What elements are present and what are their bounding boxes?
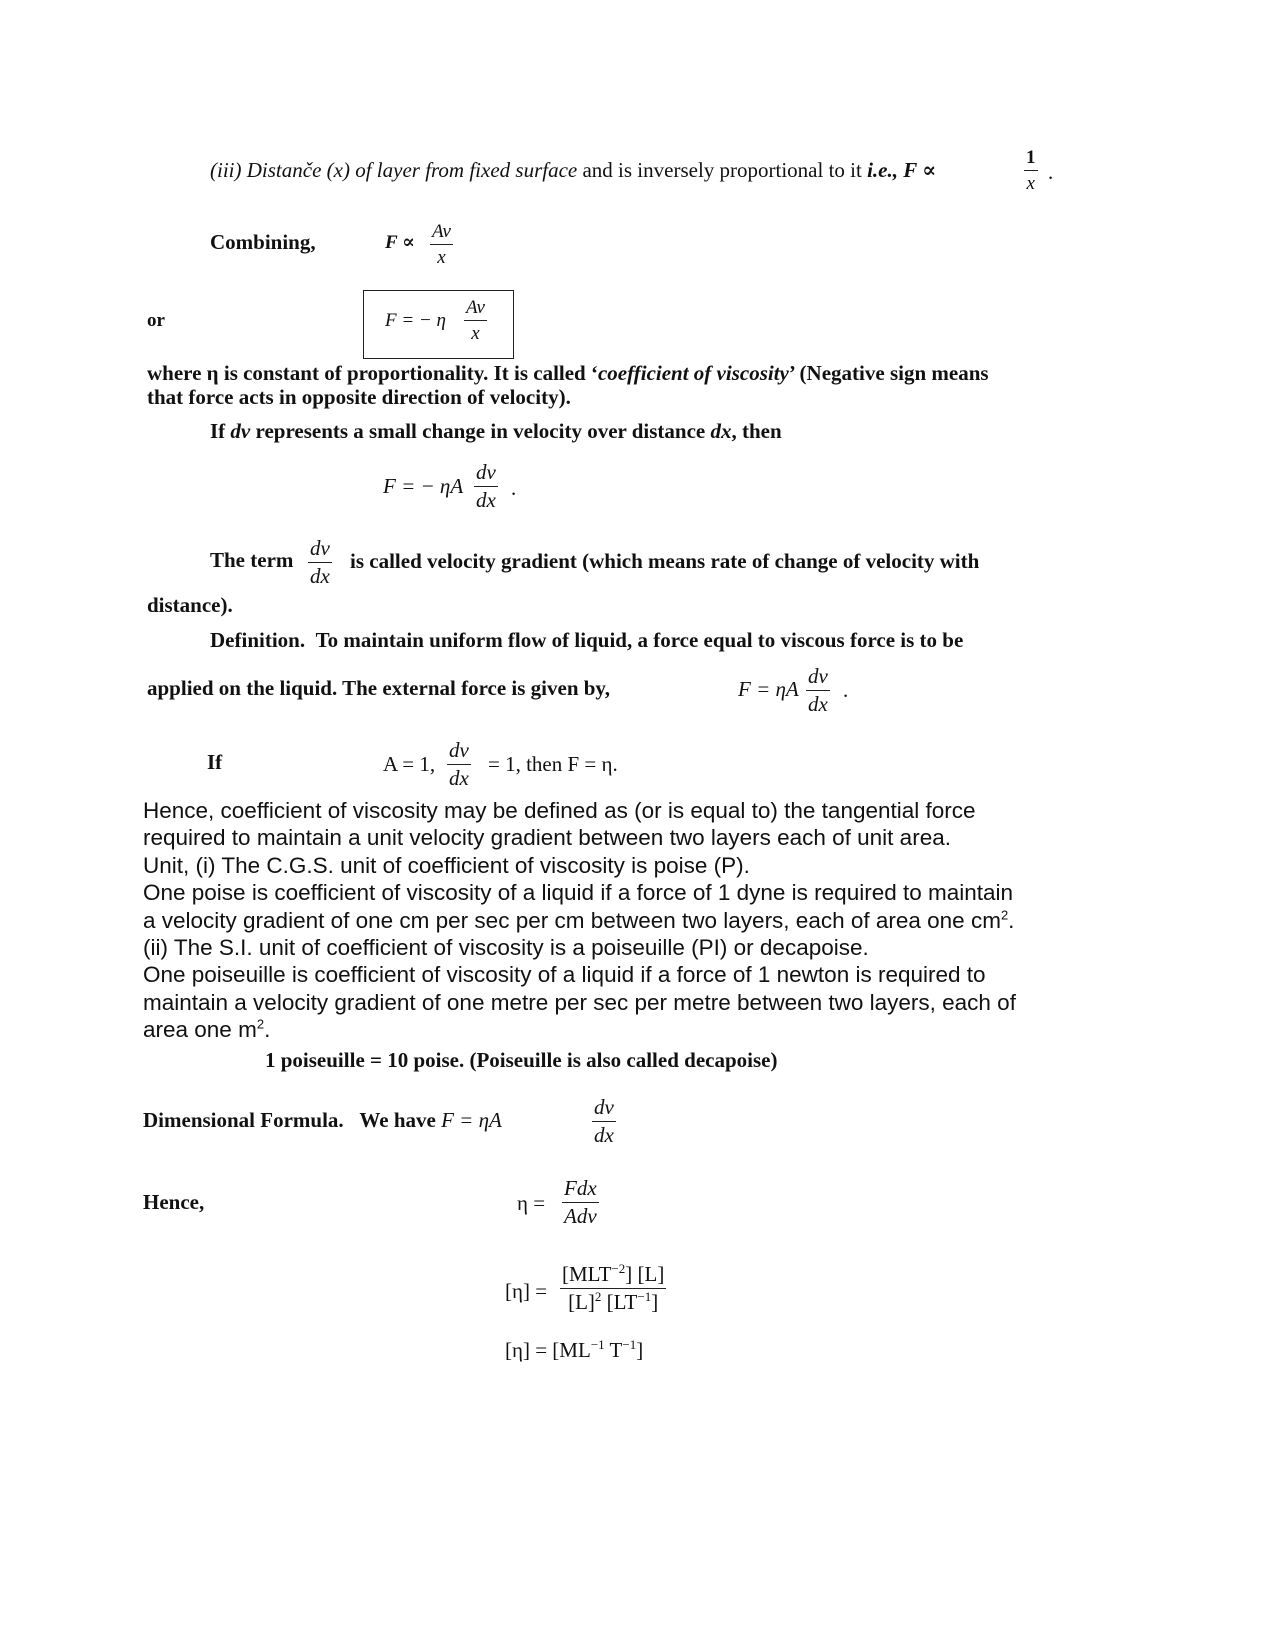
denominator: dx — [808, 692, 828, 716]
fraction — [464, 298, 487, 343]
italic-text: coefficient of viscosity — [597, 361, 789, 385]
fraction — [447, 740, 471, 789]
text: where η is constant of proportionality. It is called ‘ — [147, 361, 598, 385]
fraction — [308, 538, 332, 587]
equation-lhs: F = ηA — [441, 1108, 502, 1132]
equation-lhs: F ∝ — [385, 232, 415, 253]
denominator: dx — [476, 488, 496, 512]
text: [L] — [568, 1290, 595, 1314]
definition-line — [210, 630, 963, 651]
paragraph-line — [143, 907, 1143, 934]
numerator: Fdx — [562, 1178, 599, 1203]
denominator — [566, 1289, 660, 1313]
paragraph-line: required to maintain a unit velocity gradient between two layers each of unit area. — [143, 825, 951, 851]
text: [LT — [601, 1290, 638, 1314]
combining-label: Combining, — [210, 230, 316, 254]
where-line-1 — [147, 363, 989, 384]
period: . — [511, 476, 517, 500]
numerator: 1 — [1024, 148, 1038, 171]
if-dv-line — [210, 421, 782, 442]
superscript: 2 — [594, 1289, 602, 1304]
paragraph-line — [143, 1016, 1143, 1043]
numerator: dv — [308, 538, 332, 563]
numerator: dv — [806, 666, 830, 691]
numerator: Av — [464, 298, 487, 321]
or-label: or — [147, 310, 165, 331]
line-iii — [210, 160, 936, 181]
denominator: dx — [310, 564, 330, 588]
text: T — [604, 1338, 623, 1362]
numerator: dv — [447, 740, 471, 765]
text: ] — [651, 1290, 659, 1314]
text: distance). — [147, 593, 233, 617]
denominator: x — [1026, 173, 1035, 194]
paragraph-line: One poiseuille is coefficient of viscosity of a liquid if a force of 1 newton is required to — [143, 962, 986, 988]
equation-lhs: [η] = — [505, 1279, 548, 1303]
text: We have — [359, 1108, 436, 1132]
text: To maintain uniform flow of liquid, a force equal to viscous force is to be — [315, 628, 964, 652]
fraction — [430, 222, 453, 267]
where-line-2: that force acts in opposite direction of velocity). — [147, 385, 571, 409]
superscript: −2 — [611, 1261, 626, 1276]
dimensional-line — [143, 1110, 502, 1131]
fraction-1-over-x — [1024, 148, 1038, 193]
denominator: dx — [449, 766, 469, 790]
text: = 1, then F = η. — [488, 752, 618, 776]
fraction — [562, 1178, 599, 1227]
text: and is inversely proportional to it — [577, 158, 868, 182]
superscript: −1 — [622, 1337, 637, 1352]
numerator: dv — [474, 462, 498, 487]
text: represents a small change in velocity over distance — [250, 419, 711, 443]
text: [MLT — [562, 1262, 612, 1286]
text: . — [1008, 907, 1015, 933]
paragraph-line: One poise is coefficient of viscosity of a liquid if a force of 1 dyne is required to maintain — [143, 880, 1014, 906]
text: is called velocity gradient (which means rate of change of velocity with — [350, 549, 980, 573]
numerator: dv — [592, 1097, 616, 1122]
fraction — [592, 1097, 616, 1146]
superscript: 2 — [256, 1016, 265, 1032]
var: dx — [710, 419, 732, 443]
text: a velocity gradient of one cm per sec per cm between two layers, each of area one cm — [143, 907, 1001, 933]
fraction — [806, 666, 830, 715]
period: . — [1048, 160, 1054, 184]
paragraph-line: Unit, (i) The C.G.S. unit of coefficient of viscosity is poise (P). — [143, 852, 750, 878]
text: , then — [731, 419, 782, 443]
text: The term — [210, 548, 294, 572]
italic-text: Distanče (x) of layer from fixed surface — [246, 158, 578, 182]
dimensional-heading: Dimensional Formula. — [143, 1108, 344, 1132]
text: . — [264, 1017, 271, 1043]
text: ] — [636, 1338, 644, 1362]
paragraph-line: Hence, coefficient of viscosity may be defined as (or is equal to) the tangential force — [143, 798, 976, 823]
text: applied on the liquid. The external force is given by, — [147, 676, 611, 700]
text: A = 1, — [383, 752, 436, 776]
dimension-result — [505, 1337, 644, 1362]
denominator: x — [437, 247, 446, 268]
text: If — [210, 419, 231, 443]
denominator: Adv — [564, 1204, 597, 1228]
equation-lhs: F = − η — [385, 310, 446, 331]
equation-lhs: η = — [517, 1191, 546, 1215]
text: [η] = [ML — [505, 1338, 591, 1362]
dimension-fraction — [560, 1261, 666, 1314]
text: ’ (Negative sign means — [788, 361, 989, 385]
fraction — [474, 462, 498, 511]
item-number: (iii) — [210, 158, 247, 182]
hence-label: Hence, — [143, 1190, 205, 1214]
poiseuille-relation: 1 poiseuille = 10 poise. (Poiseuille is also called decapoise) — [265, 1048, 778, 1072]
equation-lhs: F = ηA — [738, 677, 799, 701]
denominator: x — [471, 323, 480, 344]
numerator: Av — [430, 222, 453, 245]
var: dv — [230, 419, 251, 443]
text: i.e., F ∝ — [867, 158, 937, 182]
text: If — [207, 750, 223, 774]
superscript: −1 — [637, 1289, 652, 1304]
equation-lhs: F = − ηA — [383, 474, 464, 498]
typed-paragraph — [143, 797, 1143, 1044]
paragraph-line: maintain a velocity gradient of one metre per sec per metre between two layers, each of — [143, 989, 1016, 1015]
period: . — [843, 678, 849, 702]
superscript: 2 — [1000, 907, 1009, 923]
numerator — [560, 1261, 666, 1289]
text: area one m — [143, 1017, 257, 1043]
text: ] [L] — [625, 1262, 665, 1286]
definition-heading: Definition. — [210, 628, 306, 652]
denominator: dx — [594, 1123, 614, 1147]
superscript: −1 — [590, 1337, 605, 1352]
paragraph-line: (ii) The S.I. unit of coefficient of viscosity is a poiseuille (PI) or decapoise. — [143, 935, 869, 961]
